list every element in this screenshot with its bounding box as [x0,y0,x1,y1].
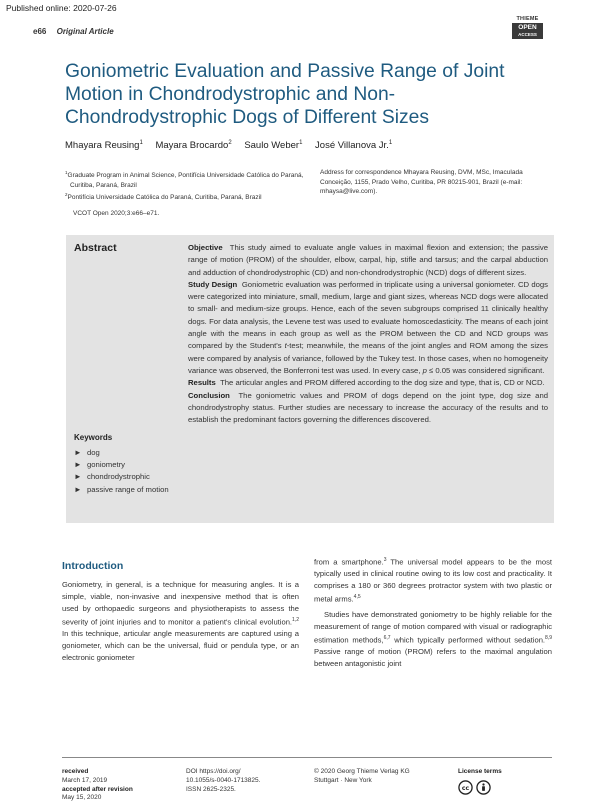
reference-link[interactable]: 1,2 [292,616,299,623]
doi-url[interactable]: https://doi.org/ [199,768,241,775]
publisher-location: Stuttgart · New York [314,776,372,784]
keyword-item: ► goniometry [74,459,186,471]
correspondence-label: Address for correspondence [320,169,402,176]
copyright: © 2020 Georg Thieme Verlag KG [314,768,410,775]
author[interactable]: Mayara Brocardo$^2$ [155,140,232,152]
attribution-icon [476,780,491,795]
doi-id[interactable]: 10.1055/s-0040-1713825. [186,776,261,784]
body-paragraph: Studies have demonstrated goniometry to be highly reliable for the measurement of range of motion compared with visual or radiographic estimation methods,$^{6,7}$ which typically performed without sedation.$^{8,9}$ Passive range of motion (PROM) refers to the maximal angulation between antagonistic joint [314,609,552,668]
received-label: received [62,768,89,775]
correspondence-address [320,168,550,197]
abstract-heading: Abstract [74,242,117,254]
open-access-line1: OPEN [518,24,537,31]
publisher-name: THIEME [516,16,539,22]
introduction-left-column [62,579,299,664]
abstract-results: Results The articular angles and PROM differed according to the dog size and type, that is, CD or NCD. [188,378,545,388]
article-title: Goniometric Evaluation and Passive Range of Joint Motion in Chondrodystrophic and Non-Chondrodystrophic Dogs of Different Sizes [65,61,505,129]
page-number: e66 [33,27,47,36]
license-block [458,768,553,795]
arrow-bullet-icon: ► [74,460,82,470]
svg-text:cc: cc [461,784,470,792]
arrow-bullet-icon: ► [74,448,82,457]
affiliation: $^1$Graduate Program in Animal Science, Pontifícia Universidade Católica do Paraná, Curitiba, Paraná, Brazil [65,170,304,189]
keywords-list [74,447,186,496]
body-paragraph: from a smartphone.$^3$ The universal model appears to be the most typically used in clinical routine owing to its low cost and practicality. It comprises a 180 or 360 degrees protractor system with two plastic or metal arms.$^{4,5}$ [314,557,553,604]
doi-label: DOI [186,768,198,775]
thieme-open-access-logo [512,16,543,49]
author[interactable]: José Villanova Jr.$^1$ [315,140,393,152]
issn: ISSN 2625-2325. [186,785,236,793]
received-dates [62,768,182,803]
introduction-heading: Introduction [62,560,124,572]
correspondence-text[interactable]: Mhayara Reusing, DVM, MSc, Imaculada Conceição, 1155, Prado Velho, Curitiba, PR 80215-901, Brazil (e-mail: mhaysa@live.com). [320,169,523,195]
article-type: Original Article [56,27,114,36]
arrow-bullet-icon: ► [74,472,82,482]
open-access-badge [512,23,543,39]
keyword-item: ► passive range of motion [74,484,186,496]
abstract-objective: Objective This study aimed to evaluate angle values in maximal flexion and extension; the passive range of motion (PROM) of the shoulder, elbow, carpal, hip, stifle and tarsus; and the carpal abduction and adduction of chondrodystrophic (CD) and non-chondrodystrophic (NCD) dogs of different sizes. [188,243,548,277]
footer-divider [62,757,552,758]
arrow-bullet-icon: ► [74,484,82,494]
affiliation: $^2$Pontifícia Universidade Católica do Paraná, Curitiba, Paraná, Brazil [65,192,262,202]
published-online-date: Published online: 2020-07-26 [6,3,117,13]
journal-citation: VCOT Open 2020;3:e66–e71. [73,210,160,217]
keywords-heading: Keywords [74,433,113,442]
reference-link[interactable]: 3 [383,557,387,563]
abstract-study-design: Study Design Goniometric evaluation was performed in triplicate using a universal goniometer. CD dogs were categorized into miniature, small, medium, large and giant sizes, whereas NCD dogs were allocated to small- and medium-size groups. Hence, each of the seven subgroups comprised 11 clinically healthy dogs. For data analysis, the Levene test was used to evaluate homoscedasticity. The means of each joint angle with the means in each group as well as the PROM between the CD and NCD groups was compared by the Student's t-test; meanwhile, the means of the joint angles and ROM among the sizes were compared by analysis of variance, followed by the Tukey test. In those cases, when no homogeneity variance was observed, the Bonferroni test was used. In every case, p ≤ 0.05 was considered significant. [188,279,548,375]
reference-link[interactable]: 8,9 [545,634,552,641]
received-date: March 17, 2019 [62,776,108,784]
author[interactable]: Saulo Weber$^1$ [244,140,303,152]
accepted-label: accepted after revision [62,785,133,793]
reference-link[interactable]: 4,5 [353,594,361,601]
running-header [33,27,114,36]
copyright-block [314,768,444,786]
author[interactable]: Mhayara Reusing$^1$ [65,140,143,152]
affiliations [65,168,305,203]
doi-block [186,768,296,794]
reference-link[interactable]: 6,7 [383,634,391,641]
body-paragraph: Goniometry, in general, is a technique for measuring angles. It is a simple, viable, non-invasive and inexpensive method that is often used by orthopaedic surgeons and physiotherapists to assess the severity of joint injuries and to monitor a patient's clinical evolution.$^{1,2}$ In this technique, articular angle measurements are captured using a goniometer, which can be the universal, fluid or pendula type, or an electronic goniometer [62,580,299,662]
license-icons[interactable] [458,780,553,795]
keyword-item: ► chondrodystrophic [74,471,186,483]
abstract-conclusion: Conclusion The goniometric values and PROM of dogs depend on the joint type, dog size and chondrodystrophy status. Further studies are necessary to increase the accuracy of the results and to establish the predominant factors governing the differences discovered. [188,390,548,425]
keyword-item: ► dog [74,447,186,459]
open-access-line2: ACCESS [518,32,537,37]
abstract-body [188,242,548,426]
introduction-right-column [314,555,552,670]
creative-commons-icon [458,780,473,795]
license-terms-label: License terms [458,768,502,775]
accepted-date: May 15, 2020 [62,794,102,802]
author-list [65,140,402,151]
